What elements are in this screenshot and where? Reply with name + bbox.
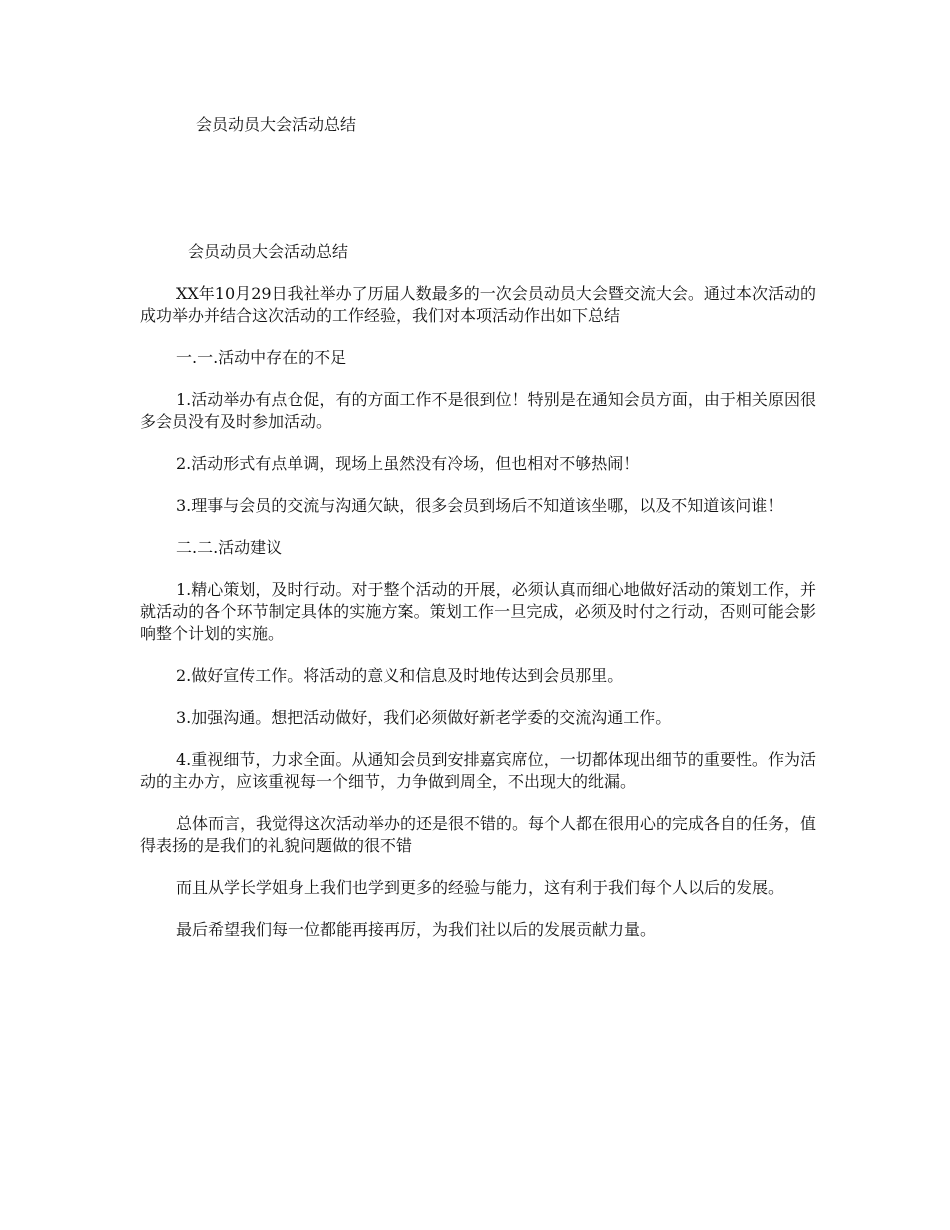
paragraph-summary: 总体而言，我觉得这次活动举办的还是很不错的。每个人都在很用心的完成各自的任务，值得表扬的是我们的礼貌问题做的很不错 (140, 814, 817, 855)
paragraph-shortcoming-1: 1.活动举办有点仓促，有的方面工作不是很到位！特别是在通知会员方面，由于相关原因很多会员没有及时参加活动。 (140, 390, 816, 431)
paragraph-shortcoming-2: 2.活动形式有点单调，现场上虽然没有冷场，但也相对不够热闹！ (176, 454, 640, 473)
paragraph-suggestion-2: 2.做好宣传工作。将活动的意义和信息及时地传达到会员那里。 (176, 666, 624, 685)
paragraph-suggestion-1: 1.精心策划，及时行动。对于整个活动的开展，必须认真而细心地做好活动的策划工作，并就活动的各个环节制定具体的实施方案。策划工作一旦完成，必须及时付之行动，否则可能会影响整个计划的实施。 (140, 580, 816, 643)
paragraph-suggestion-3: 3.加强沟通。想把活动做好，我们必须做好新老学委的交流沟通工作。 (176, 708, 672, 727)
section-heading-suggestions: 二.二.活动建议 (176, 538, 283, 557)
document-title: 会员动员大会活动总结 (196, 115, 357, 134)
paragraph-learning: 而且从学长学姐身上我们也学到更多的经验与能力，这有利于我们每个人以后的发展。 (176, 878, 785, 897)
paragraph-suggestion-4: 4.重视细节，力求全面。从通知会员到安排嘉宾席位，一切都体现出细节的重要性。作为活动的主办方，应该重视每一个细节，力争做到周全，不出现大的纰漏。 (140, 750, 816, 791)
document-subtitle: 会员动员大会活动总结 (188, 242, 349, 261)
document-body (140, 283, 816, 961)
section-heading-shortcomings: 一.一.活动中存在的不足 (176, 348, 347, 367)
paragraph-closing: 最后希望我们每一位都能再接再厉，为我们社以后的发展贡献力量。 (176, 920, 657, 939)
paragraph-intro: XX年10月29日我社举办了历届人数最多的一次会员动员大会暨交流大会。通过本次活动的成功举办并结合这次活动的工作经验，我们对本项活动作出如下总结 (140, 284, 816, 325)
paragraph-shortcoming-3: 3.理事与会员的交流与沟通欠缺，很多会员到场后不知道该坐哪，以及不知道该问谁！ (176, 496, 784, 515)
